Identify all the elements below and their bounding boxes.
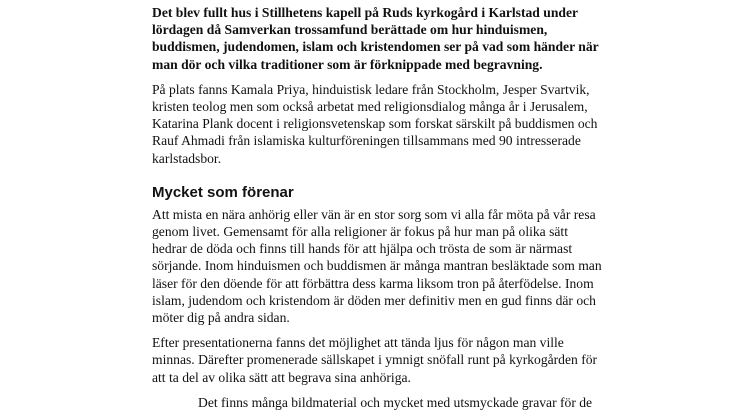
article-paragraph-4: Det finns många bildmaterial och mycket med utsmyckade gravar för de <box>198 394 593 410</box>
article-paragraph-3: Efter presentationerna fanns det möjlighet att tända ljus för någon man ville minnas. Därefter promenerade sällskapet i ymnigt snöfall runt på kyrkogården för att ta del av olika sätt att begrava sina anhöriga. <box>152 335 598 385</box>
article-page <box>152 4 604 411</box>
article-paragraph-2: Att mista en nära anhörig eller vän är en stor sorg som vi alla får möta på vår resa genom livet. Gemensamt för alla religioner är fokus på hur man på olika sätt hedrar de döda och finns till hands för att hjälpa och trösta de som är närmast sörjande. Inom hinduismen och buddismen är många mantran besläktade som man läser för den döende för att förbättra dess karma liksom tron på återfödelse. Inom islam, judendom och kristendom är döden mer definitiv men en gud finns där och möter dig på andra sidan. <box>152 206 602 326</box>
article-lead: Det blev fullt hus i Stillhetens kapell på Ruds kyrkogård i Karlstad under lördagen då Samverkan trossamfund berättade om hur hinduismen, buddismen, judendomen, islam och kristendomen ser på vad som händer när man dör och vilka traditioner som är förknippade med begravning. <box>152 5 599 72</box>
article-paragraph-1: På plats fanns Kamala Priya, hinduistisk ledare från Stockholm, Jesper Svartvik, kristen teolog men som också arbetat med religionsdialog många år i Jerusalem, Katarina Plank docent i religionsvetenskap som forskat särskilt på buddismen och Rauf Ahmadi från islamiska kulturföreningen tillsammans med 90 intresserade karlstadsbor. <box>152 81 598 166</box>
article-subheading: Mycket som förenar <box>152 183 294 201</box>
